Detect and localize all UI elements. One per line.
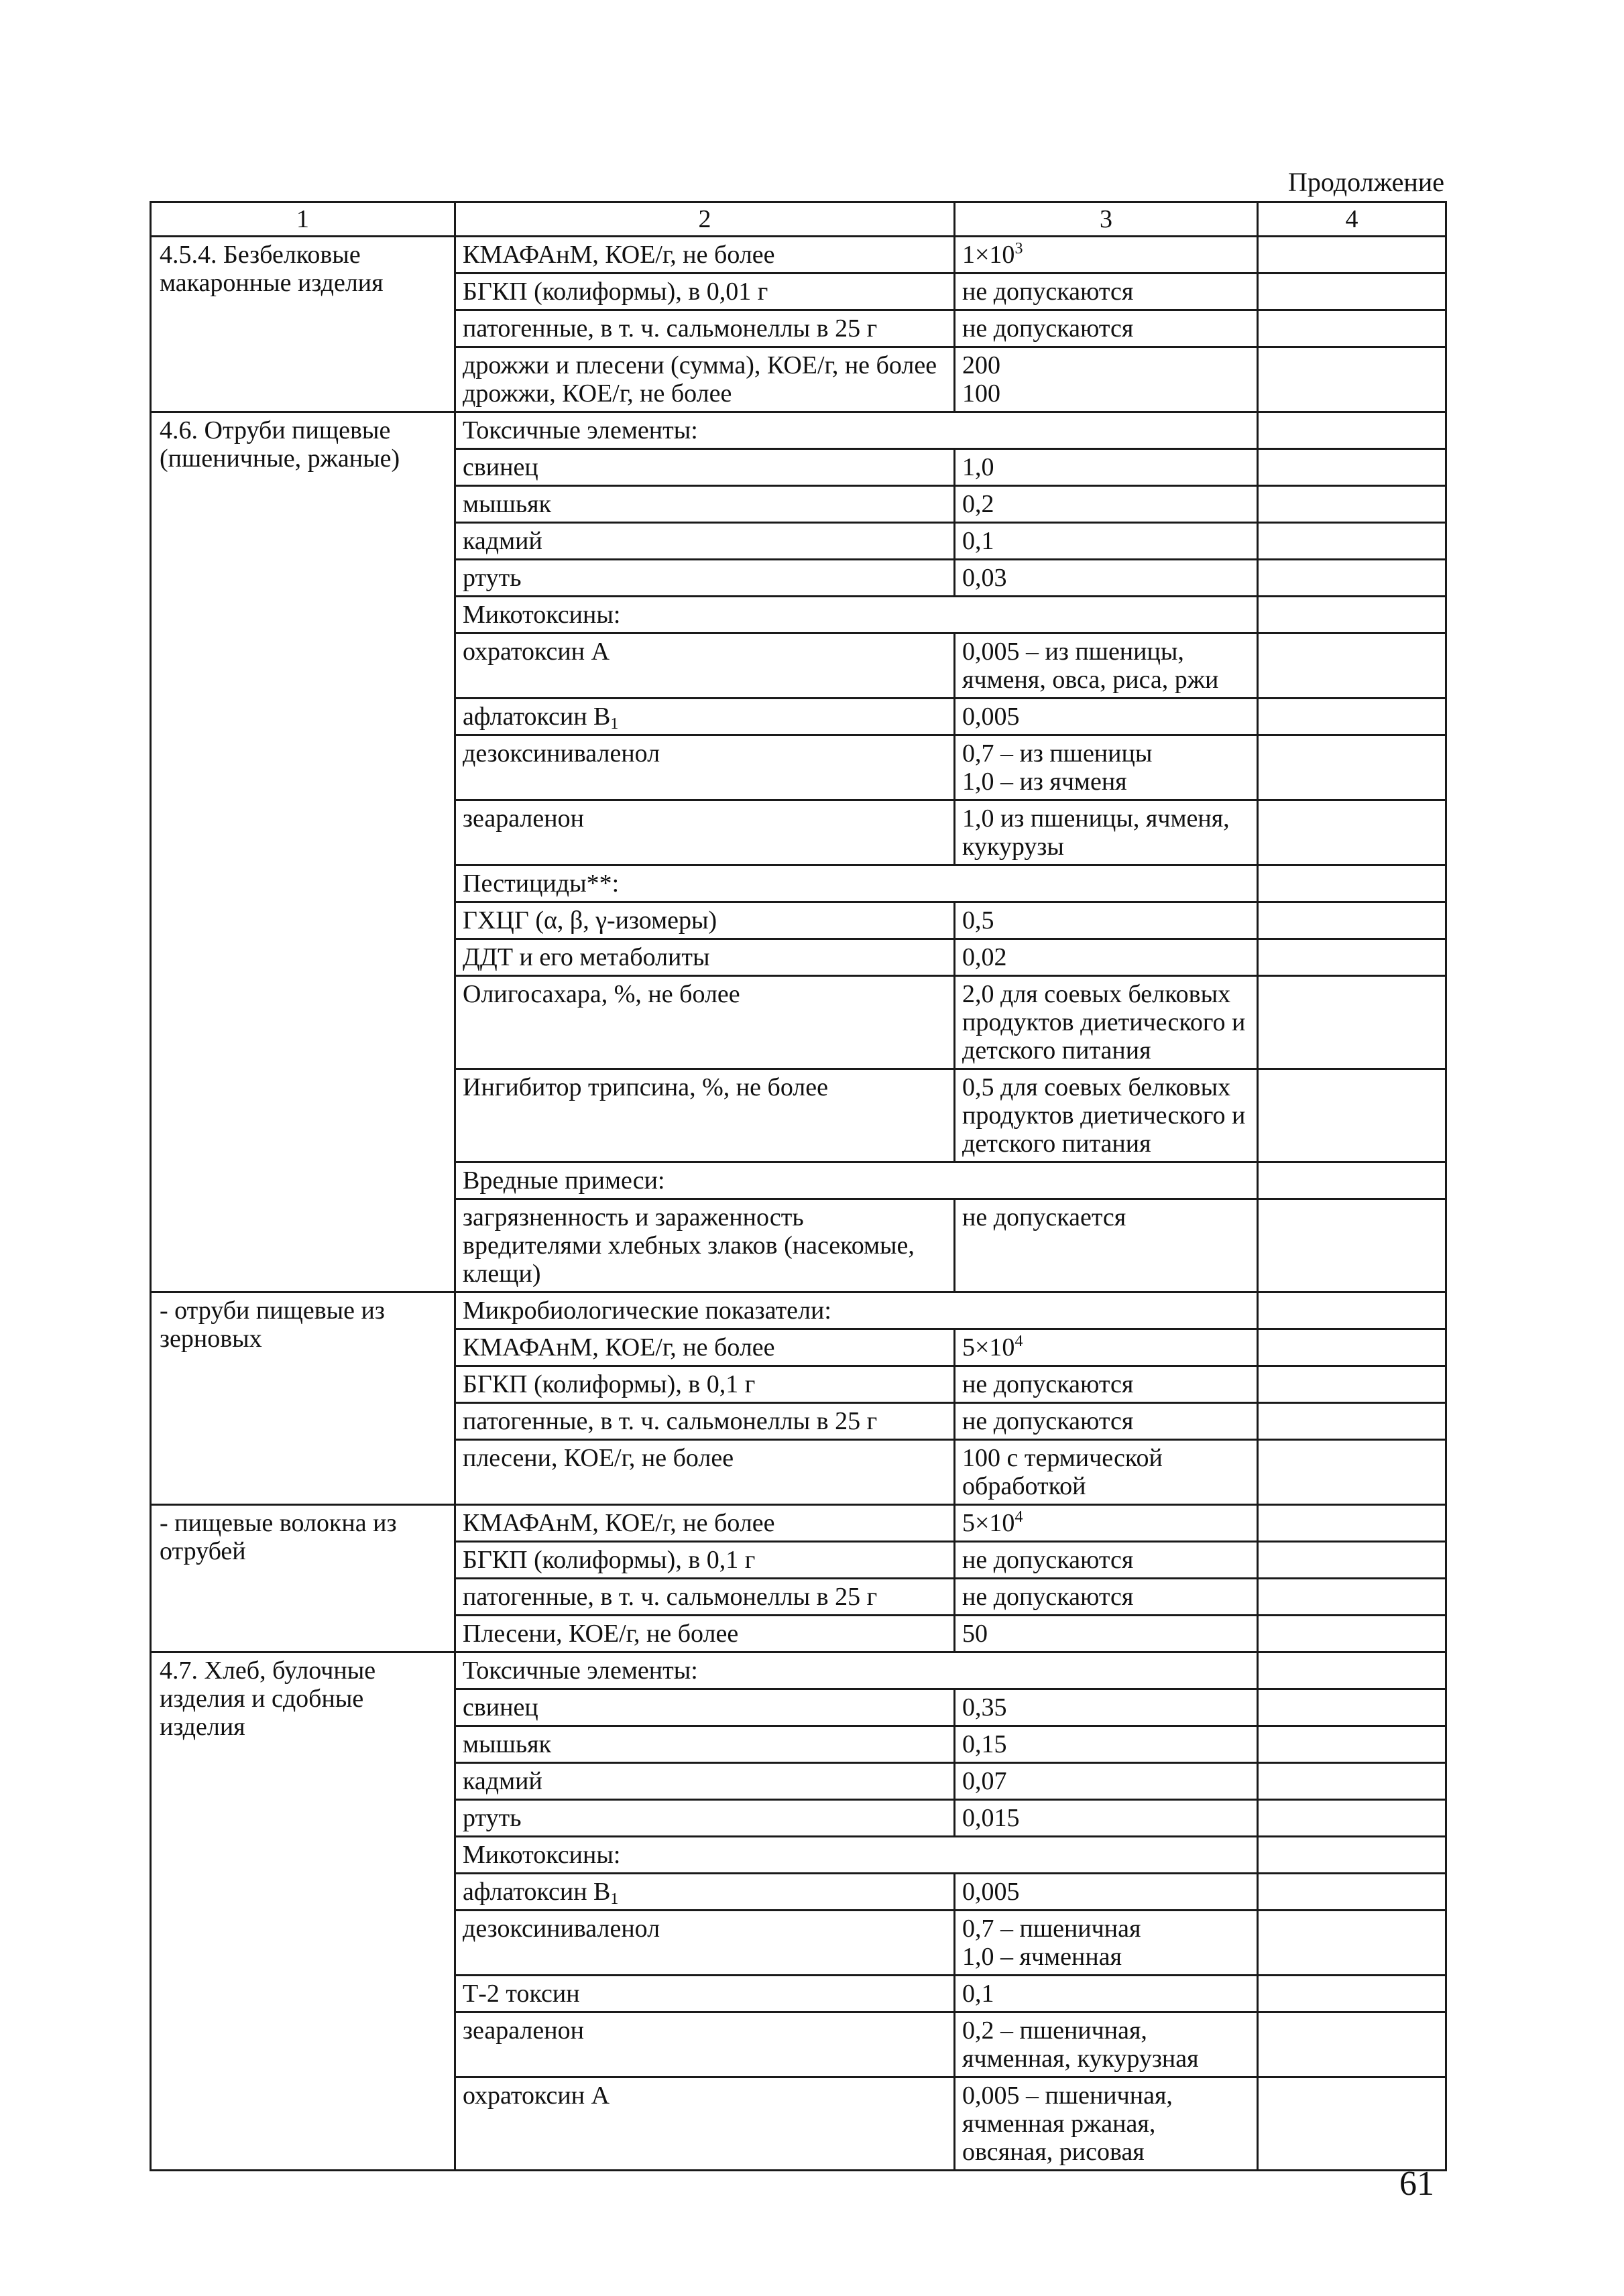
value-cell: 0,15 [955,1726,1258,1763]
product-name-cell: - пищевые волокна из отрубей [151,1505,455,1652]
value-cell: не допускаются [955,1403,1258,1440]
value-cell: не допускаются [955,310,1258,347]
product-name-cell: 4.5.4. Безбелковые макаронные изделия [151,237,455,412]
parameter-cell: патогенные, в т. ч. сальмонеллы в 25 г [455,1403,955,1440]
notes-cell [1258,939,1446,976]
value-exponent: 4 [1014,1333,1023,1350]
notes-cell [1258,486,1446,523]
value-cell [955,1505,1258,1542]
notes-cell [1258,1579,1446,1616]
section-label-cell: Токсичные элементы: [455,412,1258,449]
notes-cell [1258,1162,1446,1199]
notes-cell [1258,560,1446,597]
parameter-cell: ДДТ и его метаболиты [455,939,955,976]
parameter-cell: дрожжи и плесени (сумма), КОЕ/г, не более дрожжи, КОЕ/г, не более [455,347,955,412]
parameter-cell: БГКП (колиформы), в 0,1 г [455,1366,955,1403]
parameter-cell: мышьяк [455,1726,955,1763]
value-cell: 0,35 [955,1689,1258,1726]
header-cell-1: 1 [151,202,455,237]
parameter-cell: Плесени, КОЕ/г, не более [455,1616,955,1652]
notes-cell [1258,310,1446,347]
parameter-cell: дезоксиниваленол [455,1911,955,1976]
header-cell-3: 3 [955,202,1258,237]
continuation-label: Продолжение [1288,167,1444,197]
section-label-cell: Микотоксины: [455,1837,1258,1874]
notes-cell [1258,735,1446,800]
value-cell: 200 100 [955,347,1258,412]
value-cell: 0,005 – из пшеницы, ячменя, овса, риса, ржи [955,633,1258,699]
value-cell: 1,0 [955,449,1258,486]
value-cell: 2,0 для соевых белковых продуктов диетического и детского питания [955,976,1258,1069]
notes-cell [1258,800,1446,865]
value-exponent: 4 [1014,1508,1023,1526]
parameter-cell: КМАФАнМ, КОЕ/г, не более [455,1505,955,1542]
parameter-cell: свинец [455,1689,955,1726]
notes-cell [1258,2077,1446,2171]
parameter-cell: кадмий [455,523,955,560]
parameter-cell: плесени, КОЕ/г, не более [455,1440,955,1505]
parameter-cell: зеараленон [455,2012,955,2077]
notes-cell [1258,1616,1446,1652]
parameter-cell: ГХЦГ (α, β, γ-изомеры) [455,902,955,939]
notes-cell [1258,274,1446,310]
parameter-cell: КМАФАнМ, КОЕ/г, не более [455,237,955,274]
value-cell: 0,5 для соевых белковых продуктов диетического и детского питания [955,1069,1258,1162]
notes-cell [1258,1689,1446,1726]
value-cell: 0,005 [955,1874,1258,1911]
parameter-cell [455,1874,955,1911]
value-cell: 0,5 [955,902,1258,939]
table-row [151,1505,1446,1542]
parameter-cell: загрязненность и зараженность вредителями хлебных злаков (насекомые, клещи) [455,1199,955,1292]
parameter-cell: дезоксиниваленол [455,735,955,800]
parameter-cell: патогенные, в т. ч. сальмонеллы в 25 г [455,1579,955,1616]
parameter-cell: ртуть [455,560,955,597]
header-cell-4: 4 [1258,202,1446,237]
parameter-subscript: 1 [610,1890,619,1908]
parameter-cell: патогенные, в т. ч. сальмонеллы в 25 г [455,310,955,347]
parameter-cell: мышьяк [455,486,955,523]
notes-cell [1258,1652,1446,1689]
hygiene-requirements-table [150,201,1447,2171]
notes-cell [1258,1329,1446,1366]
value-cell: 0,03 [955,560,1258,597]
table-row [151,412,1446,449]
notes-cell [1258,1440,1446,1505]
notes-cell [1258,1976,1446,2012]
notes-cell [1258,1726,1446,1763]
section-label-cell: Микробиологические показатели: [455,1292,1258,1329]
notes-cell [1258,1800,1446,1837]
notes-cell [1258,1069,1446,1162]
value-cell: не допускаются [955,1542,1258,1579]
section-label-cell: Вредные примеси: [455,1162,1258,1199]
parameter-cell: КМАФАнМ, КОЕ/г, не более [455,1329,955,1366]
notes-cell [1258,1199,1446,1292]
value-exponent: 3 [1014,240,1023,257]
parameter-text: афлатоксин В [463,703,611,731]
notes-cell [1258,597,1446,633]
value-cell: 0,07 [955,1763,1258,1800]
product-name-cell: - отруби пищевые из зерновых [151,1292,455,1505]
product-name-cell: 4.7. Хлеб, булочные изделия и сдобные изделия [151,1652,455,2171]
notes-cell [1258,449,1446,486]
parameter-subscript: 1 [610,715,619,733]
notes-cell [1258,633,1446,699]
notes-cell [1258,865,1446,902]
notes-cell [1258,237,1446,274]
notes-cell [1258,347,1446,412]
parameter-cell: кадмий [455,1763,955,1800]
parameter-cell: охратоксин А [455,633,955,699]
value-text: 1×10 [962,241,1015,269]
notes-cell [1258,2012,1446,2077]
value-cell: не допускаются [955,1366,1258,1403]
value-cell: 0,1 [955,1976,1258,2012]
value-cell: 50 [955,1616,1258,1652]
notes-cell [1258,523,1446,560]
value-text: 5×10 [962,1509,1015,1537]
table-body [151,202,1446,2171]
parameter-cell: БГКП (колиформы), в 0,1 г [455,1542,955,1579]
notes-cell [1258,976,1446,1069]
value-cell [955,237,1258,274]
notes-cell [1258,902,1446,939]
value-cell: 0,1 [955,523,1258,560]
value-cell: 100 с термической обработкой [955,1440,1258,1505]
notes-cell [1258,1366,1446,1403]
parameter-text: афлатоксин В [463,1878,611,1906]
parameter-cell: Т-2 токсин [455,1976,955,2012]
parameter-cell: свинец [455,449,955,486]
table-row [151,1652,1446,1689]
header-row [151,202,1446,237]
notes-cell [1258,1292,1446,1329]
value-cell: 0,005 – пшеничная, ячменная ржаная, овсяная, рисовая [955,2077,1258,2171]
notes-cell [1258,1874,1446,1911]
table-row [151,1292,1446,1329]
notes-cell [1258,1403,1446,1440]
parameter-cell: ртуть [455,1800,955,1837]
table-row [151,237,1446,274]
notes-cell [1258,1505,1446,1542]
value-cell: 0,7 – из пшеницы 1,0 – из ячменя [955,735,1258,800]
section-label-cell: Микотоксины: [455,597,1258,633]
value-cell: 1,0 из пшеницы, ячменя, кукурузы [955,800,1258,865]
notes-cell [1258,1542,1446,1579]
value-cell: не допускается [955,1199,1258,1292]
page-number: 61 [1399,2165,1434,2203]
value-cell: 0,7 – пшеничная 1,0 – ячменная [955,1911,1258,1976]
notes-cell [1258,1763,1446,1800]
value-cell: 0,2 [955,486,1258,523]
notes-cell [1258,1911,1446,1976]
value-cell: 0,005 [955,699,1258,735]
parameter-cell [455,699,955,735]
parameter-cell: зеараленон [455,800,955,865]
value-cell: не допускаются [955,1579,1258,1616]
parameter-cell: БГКП (колиформы), в 0,01 г [455,274,955,310]
product-name-cell: 4.6. Отруби пищевые (пшеничные, ржаные) [151,412,455,1292]
notes-cell [1258,412,1446,449]
parameter-cell: Олигосахара, %, не более [455,976,955,1069]
value-cell [955,1329,1258,1366]
value-cell: 0,02 [955,939,1258,976]
value-cell: 0,2 – пшеничная, ячменная, кукурузная [955,2012,1258,2077]
header-cell-2: 2 [455,202,955,237]
notes-cell [1258,699,1446,735]
value-cell: не допускаются [955,274,1258,310]
section-label-cell: Пестициды**: [455,865,1258,902]
value-cell: 0,015 [955,1800,1258,1837]
section-label-cell: Токсичные элементы: [455,1652,1258,1689]
parameter-cell: Ингибитор трипсина, %, не более [455,1069,955,1162]
parameter-cell: охратоксин А [455,2077,955,2171]
notes-cell [1258,1837,1446,1874]
value-text: 5×10 [962,1333,1015,1362]
